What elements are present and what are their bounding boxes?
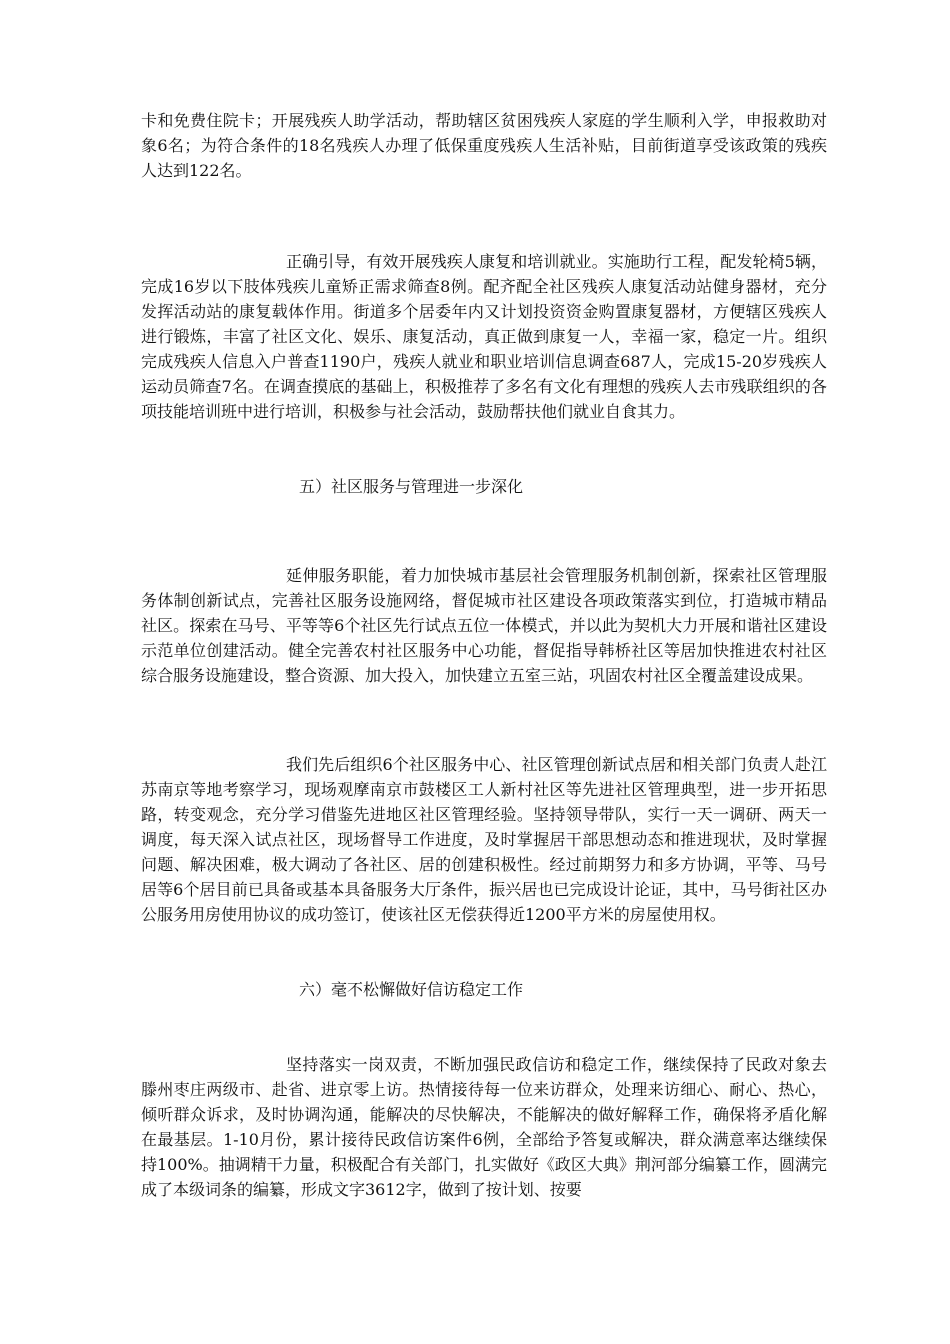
spacer <box>141 688 827 752</box>
section-heading-community-service: 五）社区服务与管理进一步深化 <box>299 477 524 496</box>
spacer <box>141 183 827 249</box>
spacer <box>141 927 827 977</box>
document-page <box>141 108 827 1202</box>
paragraph-study-visit: 我们先后组织6个社区服务中心、社区管理创新试点居和相关部门负责人赴江苏南京等地考察学习，现场观摩南京市鼓楼区工人新村社区等先进社区管理典型，进一步开拓思路，转变观念，充分学习借鉴先进地区社区管理经验。坚持领导带队，实行一天一调研、两天一调度，每天深入试点社区，现场督导工作进度，及时掌握居干部思想动态和推进现状，及时掌握问题、解决困难，极大调动了各社区、居的创建积极性。经过前期努力和多方协调，平等、马号居等6个居目前已具备或基本具备服务大厅条件，振兴居也已完成设计论证，其中，马号街社区办公服务用房使用协议的成功签订，使该社区无偿获得近1200平方米的房屋使用权。 <box>141 755 827 924</box>
paragraph-service-functions: 延伸服务职能，着力加快城市基层社会管理服务机制创新，探索社区管理服务体制创新试点，完善社区服务设施网络，督促城市社区建设各项政策落实到位，打造城市精品社区。探索在马号、平等等6个社区先行试点五位一体模式，并以此为契机大力开展和谐社区建设示范单位创建活动。健全完善农村社区服务中心功能，督促指导韩桥社区等居加快推进农村社区综合服务设施建设，整合资源、加大投入，加快建立五室三站，巩固农村社区全覆盖建设成果。 <box>141 566 827 685</box>
paragraph-rehabilitation: 正确引导，有效开展残疾人康复和培训就业。实施助行工程，配发轮椅5辆，完成16岁以下肢体残疾儿童矫正需求筛查8例。配齐配全社区残疾人康复活动站健身器材，充分发挥活动站的康复载体作用。街道多个居委年内又计划投资资金购置康复器材，方便辖区残疾人进行锻炼，丰富了社区文化、娱乐、康复活动，真正做到康复一人，幸福一家，稳定一片。组织完成残疾人信息入户普查1190户，残疾人就业和职业培训信息调查687人，完成15-20岁残疾人运动员筛查7名。在调查摸底的基础上，积极推荐了多名有文化有理想的残疾人去市残联组织的各项技能培训班中进行培训，积极参与社会活动，鼓励帮扶他们就业自食其力。 <box>141 252 827 421</box>
spacer <box>141 499 827 563</box>
spacer <box>141 424 827 474</box>
paragraph-disability-support: 卡和免费住院卡；开展残疾人助学活动，帮助辖区贫困残疾人家庭的学生顺利入学，申报救助对象6名；为符合条件的18名残疾人办理了低保重度残疾人生活补贴，目前街道享受该政策的残疾人达到122名。 <box>141 111 827 180</box>
spacer <box>141 1002 827 1052</box>
paragraph-petition-work: 坚持落实一岗双责，不断加强民政信访和稳定工作，继续保持了民政对象去滕州枣庄两级市、赴省、进京零上访。热情接待每一位来访群众，处理来访细心、耐心、热心，倾听群众诉求，及时协调沟通，能解决的尽快解决，不能解决的做好解释工作，确保将矛盾化解在最基层。1-10月份，累计接待民政信访案件6例，全部给予答复或解决，群众满意率达继续保持100%。抽调精干力量，积极配合有关部门，扎实做好《政区大典》荆河部分编纂工作，圆满完成了本级词条的编纂，形成文字3612字，做到了按计划、按要 <box>141 1055 827 1199</box>
section-heading-petition-stability: 六）毫不松懈做好信访稳定工作 <box>299 980 524 999</box>
